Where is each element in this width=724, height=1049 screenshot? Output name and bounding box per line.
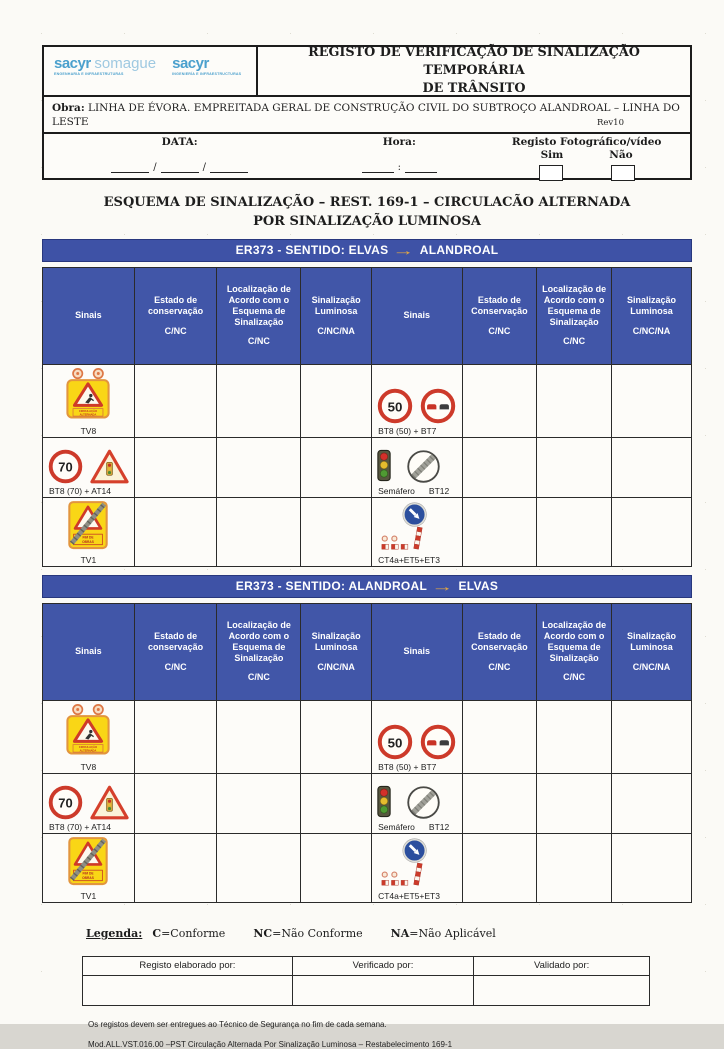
verification-cell[interactable] (537, 773, 612, 833)
somague-wordmark: somague (94, 55, 157, 72)
scheme-title-line2: POR SINALIZAÇÃO LUMINOSA (253, 213, 481, 229)
sign-cell-tv1 (43, 833, 135, 902)
sign-bt12-icon (405, 448, 442, 485)
svg-text:50: 50 (387, 735, 403, 751)
legend-item-c: C=Conforme (152, 926, 226, 940)
verification-cell[interactable] (462, 497, 537, 566)
svg-text:ALTERNADA: ALTERNADA (80, 748, 97, 752)
sign-label: BT8 (70) + AT14 (49, 485, 111, 496)
verification-cell[interactable] (301, 773, 372, 833)
sign-tv1-icon (66, 836, 110, 890)
registo-fotografico-label: Registo Fotográfico/vídeo (511, 136, 662, 149)
banner1-text-before: ER373 - SENTIDO: ELVAS (235, 243, 389, 258)
signoff-entry-verificado[interactable] (292, 975, 473, 1005)
sign-cell-ct4a-et5-et3 (372, 497, 462, 566)
col-header-estado: Estado de conservação C/NC (134, 603, 217, 700)
verification-cell[interactable] (537, 833, 612, 902)
col-header-sinais: Sinais (43, 267, 135, 364)
col-header-localizacao-2: Localização de Acordo com o Esquema de Sinalização C/NC (537, 267, 612, 364)
svg-text:FIM DE: FIM DE (82, 535, 94, 540)
company-logos (44, 47, 258, 95)
verification-cell[interactable] (611, 364, 691, 437)
col-header-sinais: Sinais (43, 603, 135, 700)
svg-text:70: 70 (58, 459, 73, 475)
sign-cell-semaforo-bt12 (372, 437, 462, 497)
col-header-sinais-2: Sinais (372, 267, 462, 364)
date-blank-field[interactable] (111, 161, 248, 173)
verification-cell[interactable] (134, 833, 217, 902)
sign-bt8-70-icon (47, 784, 84, 821)
nao-checkbox[interactable] (611, 165, 635, 181)
signoff-entry-validado[interactable] (474, 975, 650, 1005)
verification-cell[interactable] (217, 773, 301, 833)
col-header-estado-2: Estado de Conservação C/NC (462, 267, 537, 364)
sign-bt8-50-icon (376, 723, 414, 761)
svg-text:FIM DE: FIM DE (82, 871, 94, 876)
sign-bt7-icon (419, 387, 457, 425)
date-year-blank[interactable] (210, 161, 248, 173)
verification-cell[interactable] (611, 773, 691, 833)
logo-subtext-right: INGENIERÍA E INFRAESTRUCTURAS (172, 72, 242, 76)
verification-cell[interactable] (611, 437, 691, 497)
verification-cell[interactable] (217, 700, 301, 773)
scheme-title (42, 194, 692, 230)
verification-cell[interactable] (462, 437, 537, 497)
verification-cell[interactable] (537, 700, 612, 773)
verification-cell[interactable] (134, 700, 217, 773)
sign-cell-bt8-70-at14 (43, 437, 135, 497)
date-day-blank[interactable] (111, 161, 149, 173)
verification-cell[interactable] (134, 437, 217, 497)
table-row (43, 364, 692, 437)
legend-item-na: NA=Não Aplicável (390, 926, 496, 940)
verification-table-2 (42, 603, 692, 903)
sign-label: TV1 (80, 890, 97, 901)
verification-cell[interactable] (301, 700, 372, 773)
hora-colon: : (397, 162, 401, 174)
verification-cell[interactable] (462, 700, 537, 773)
banner-elvas-alandroal (42, 239, 692, 262)
sign-label: CT4a+ET5+ET3 (378, 554, 440, 565)
signoff-header-verificado: Verificado por: (292, 956, 473, 975)
sign-label: BT8 (50) + BT7 (378, 425, 437, 436)
hora-label: Hora: (382, 136, 416, 149)
signoff-header-validado: Validado por: (474, 956, 650, 975)
semaforo-icon (376, 785, 392, 819)
date-month-blank[interactable] (161, 161, 199, 173)
verification-cell[interactable] (134, 497, 217, 566)
sign-cell-bt8-50-bt7 (372, 364, 462, 437)
obra-text-line2: LESTE (52, 116, 89, 129)
form-header-box (42, 45, 692, 180)
verification-cell[interactable] (301, 497, 372, 566)
col-header-sinalizacao-luminosa-2: Sinalização Luminosa C/NC/NA (611, 267, 691, 364)
sign-bt8-50-icon (376, 387, 414, 425)
hora-minute-blank[interactable] (405, 161, 437, 173)
nao-label: Não (609, 149, 633, 162)
hora-hour-blank[interactable] (362, 161, 394, 173)
sign-cell-semaforo-bt12 (372, 773, 462, 833)
legend (86, 927, 692, 940)
verification-cell[interactable] (134, 773, 217, 833)
sign-tv1-icon (66, 500, 110, 554)
legend-item-nc: NC=Não Conforme (253, 926, 363, 940)
col-header-sinalizacao-luminosa: Sinalização Luminosa C/NC/NA (301, 267, 372, 364)
verification-cell[interactable] (611, 497, 691, 566)
signoff-header-elaborado: Registo elaborado por: (83, 956, 293, 975)
obra-row (44, 95, 690, 132)
sign-label: Semáfero (378, 485, 415, 496)
sacyr-somague-logo (54, 56, 156, 77)
delivery-note: Os registos devem ser entregues ao Técnico de Segurança no fim de cada semana. (88, 1019, 387, 1029)
verification-cell[interactable] (301, 833, 372, 902)
verification-cell[interactable] (537, 497, 612, 566)
sign-label: CT4a+ET5+ET3 (378, 890, 440, 901)
date-label: DATA: (161, 136, 198, 149)
sign-cell-tv8 (43, 364, 135, 437)
col-header-sinais-2: Sinais (372, 603, 462, 700)
signoff-entry-elaborado[interactable] (83, 975, 293, 1005)
document-reference: Mod.ALL.VST.016.00 –PST Circulação Alternada Por Sinalização Luminosa – Restabelecimento 169-1 (88, 1039, 453, 1049)
legend-label: Legenda: (86, 926, 143, 940)
banner2-text-after: ELVAS (458, 579, 499, 594)
date-slash-2: / (202, 162, 207, 174)
obra-text-line1: LINHA DE ÉVORA. EMPREITADA GERAL DE CONSTRUÇÃO CIVIL DO SUBTROÇO ALANDROAL – LINHA DO (88, 102, 680, 114)
svg-text:OBRAS: OBRAS (82, 875, 95, 880)
date-slash-1: / (153, 162, 157, 174)
svg-text:CIRCULAÇÃO: CIRCULAÇÃO (79, 409, 98, 413)
sign-at14-icon (89, 448, 130, 485)
banner-alandroal-elvas (42, 575, 692, 598)
banner1-text-after: ALANDROAL (419, 243, 499, 258)
verification-cell[interactable] (134, 364, 217, 437)
verification-cell[interactable] (301, 437, 372, 497)
signoff-table (82, 956, 650, 1006)
sign-label: TV1 (80, 554, 97, 565)
svg-text:CIRCULAÇÃO: CIRCULAÇÃO (79, 745, 98, 749)
meta-row (44, 132, 690, 178)
sign-label: TV8 (80, 425, 97, 436)
verification-cell[interactable] (217, 437, 301, 497)
sim-checkbox[interactable] (539, 165, 563, 181)
verification-cell[interactable] (462, 833, 537, 902)
sign-label: BT8 (70) + AT14 (49, 821, 111, 832)
logo-subtext-left: ENGENHARIA E INFRAESTRUTURAS (54, 72, 124, 76)
verification-cell[interactable] (217, 833, 301, 902)
table-row (43, 437, 692, 497)
arrow-right-icon: → (392, 242, 416, 258)
col-header-sinalizacao-luminosa-2: Sinalização Luminosa C/NC/NA (611, 603, 691, 700)
col-header-localizacao: Localização de Acordo com o Esquema de Sinalização C/NC (217, 603, 301, 700)
verification-cell[interactable] (462, 773, 537, 833)
sign-cell-tv8 (43, 700, 135, 773)
svg-text:ALTERNADA: ALTERNADA (80, 412, 97, 416)
sign-label: TV8 (80, 761, 97, 772)
semaforo-icon (376, 449, 392, 483)
sign-at14-icon (89, 784, 130, 821)
table-row (43, 700, 692, 773)
sign-label: BT12 (428, 485, 450, 496)
scheme-title-line1: ESQUEMA DE SINALIZAÇÃO – REST. 169-1 – CIRCULACÃO ALTERNADA (103, 195, 631, 211)
table-row (43, 773, 692, 833)
col-header-localizacao: Localização de Acordo com o Esquema de Sinalização C/NC (217, 267, 301, 364)
revision-label: Rev10 (596, 117, 624, 128)
sign-cell-ct4a-et5-et3 (372, 833, 462, 902)
table-row (43, 497, 692, 566)
svg-text:50: 50 (387, 399, 403, 415)
arrow-right-icon: → (431, 578, 455, 594)
table-row (43, 833, 692, 902)
verification-cell[interactable] (611, 833, 691, 902)
svg-text:70: 70 (58, 795, 73, 811)
svg-text:OBRAS: OBRAS (82, 539, 95, 544)
verification-cell[interactable] (301, 364, 372, 437)
verification-cell[interactable] (217, 497, 301, 566)
sacyr-logo (172, 56, 241, 77)
sign-cell-bt8-50-bt7 (372, 700, 462, 773)
verification-cell[interactable] (462, 364, 537, 437)
sign-cell-bt8-70-at14 (43, 773, 135, 833)
verification-cell[interactable] (537, 437, 612, 497)
sign-ct4a-et5-et3-icon (376, 502, 432, 554)
sacyr-wordmark-2: sacyr (172, 55, 209, 72)
verification-cell[interactable] (537, 364, 612, 437)
sign-tv8-icon (62, 703, 114, 761)
col-header-sinalizacao-luminosa: Sinalização Luminosa C/NC/NA (301, 603, 372, 700)
col-header-estado-2: Estado de Conservação C/NC (462, 603, 537, 700)
sign-label: Semáfero (378, 821, 415, 832)
form-title-line1: REGISTO DE VERIFICAÇÃO DE SINALIZAÇÃO TEMPORÁRIA (308, 45, 640, 79)
col-header-localizacao-2: Localização de Acordo com o Esquema de Sinalização C/NC (537, 603, 612, 700)
sign-ct4a-et5-et3-icon (376, 838, 432, 890)
sign-label: BT12 (428, 821, 450, 832)
sim-label: Sim (540, 149, 564, 162)
form-title-line2: DE TRÂNSITO (422, 80, 526, 96)
banner2-text-before: ER373 - SENTIDO: ALANDROAL (235, 579, 428, 594)
form-title (258, 47, 690, 95)
obra-label: Obra: (52, 102, 85, 114)
sign-cell-tv1 (43, 497, 135, 566)
verification-table-1 (42, 267, 692, 567)
hora-blank-field[interactable] (362, 161, 437, 173)
col-header-estado: Estado de conservação C/NC (134, 267, 217, 364)
sign-bt7-icon (419, 723, 457, 761)
sign-bt12-icon (405, 784, 442, 821)
verification-cell[interactable] (217, 364, 301, 437)
sign-bt8-70-icon (47, 448, 84, 485)
sign-tv8-icon (62, 367, 114, 425)
sign-label: BT8 (50) + BT7 (378, 761, 437, 772)
sacyr-wordmark: sacyr (54, 55, 91, 72)
verification-cell[interactable] (611, 700, 691, 773)
